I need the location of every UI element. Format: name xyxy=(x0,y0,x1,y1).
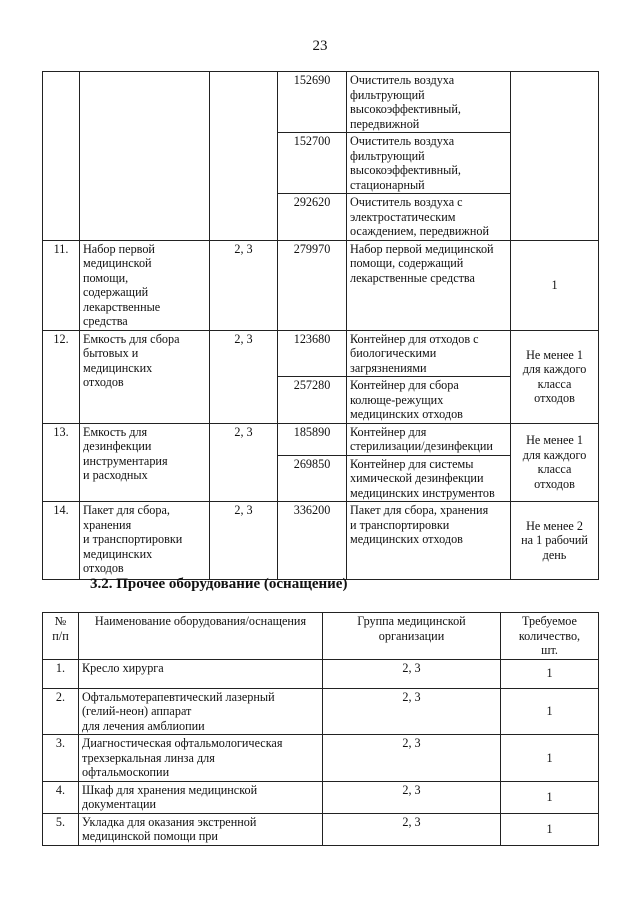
row-number: 12. xyxy=(43,330,80,423)
row-number: 11. xyxy=(43,240,80,330)
table-row xyxy=(43,72,599,133)
org-group: 2, 3 xyxy=(323,659,501,688)
item-name: Шкаф для хранения медицинской документации xyxy=(79,781,323,813)
row-number: 13. xyxy=(43,423,80,502)
header-name: Наименование оборудования/оснащения xyxy=(79,613,323,660)
item-code: 257280 xyxy=(278,377,347,424)
item-code: 185890 xyxy=(278,423,347,455)
item-name: Кресло хирурга xyxy=(79,659,323,688)
page-number: 23 xyxy=(312,38,328,54)
org-group: 2, 3 xyxy=(323,735,501,782)
item-code: 336200 xyxy=(278,502,347,580)
row-number: 3. xyxy=(43,735,79,782)
item-name: Офтальмотерапевтический лазерный (гелий-неон) аппарат для лечения амблиопии xyxy=(79,688,323,735)
row-number: 14. xyxy=(43,502,80,580)
table-row xyxy=(43,781,599,813)
item-description: Набор первой медицинской помощи, содержащий лекарственные средства xyxy=(347,240,511,330)
item-description: Очиститель воздуха фильтрующий высокоэффективный, стационарный xyxy=(347,133,511,194)
item-description: Контейнер для стерилизации/дезинфекции xyxy=(347,423,511,455)
table-row xyxy=(43,240,599,330)
required-quantity: 1 xyxy=(501,735,599,782)
item-description: Очиститель воздуха фильтрующий высокоэффективный, передвижной xyxy=(347,72,511,133)
header-group: Группа медицинской организации xyxy=(323,613,501,660)
org-group: 2, 3 xyxy=(323,813,501,845)
required-quantity: 1 xyxy=(501,688,599,735)
item-name: Набор первой медицинской помощи, содержащий лекарственные средства xyxy=(80,240,210,330)
table-row xyxy=(43,502,599,580)
row-number: 5. xyxy=(43,813,79,845)
item-code: 152690 xyxy=(278,72,347,133)
required-quantity: Не менее 1 для каждого класса отходов xyxy=(511,330,599,423)
item-description: Контейнер для сбора колюще-режущих медицинских отходов xyxy=(347,377,511,424)
required-quantity: Не менее 2 на 1 рабочий день xyxy=(511,502,599,580)
item-name: Емкость для сбора бытовых и медицинских отходов xyxy=(80,330,210,423)
table-row xyxy=(43,735,599,782)
org-group: 2, 3 xyxy=(210,502,278,580)
row-number: 4. xyxy=(43,781,79,813)
item-name: Емкость для дезинфекции инструментария и расходных xyxy=(80,423,210,502)
org-group: 2, 3 xyxy=(210,330,278,423)
item-name: Диагностическая офтальмологическая трехзеркальная линза для офтальмоскопии xyxy=(79,735,323,782)
item-description: Очиститель воздуха с электростатическим осаждением, передвижной xyxy=(347,194,511,241)
header-number: № п/п xyxy=(43,613,79,660)
item-description: Контейнер для отходов с биологическими загрязнениями xyxy=(347,330,511,377)
org-group: 2, 3 xyxy=(323,688,501,735)
item-description: Контейнер для системы химической дезинфекции медицинских инструментов xyxy=(347,455,511,502)
other-equipment-table xyxy=(42,612,599,846)
required-quantity: 1 xyxy=(501,781,599,813)
item-code: 292620 xyxy=(278,194,347,241)
item-code: 279970 xyxy=(278,240,347,330)
required-quantity: 1 xyxy=(511,240,599,330)
equipment-table-continued xyxy=(42,71,599,580)
item-description: Пакет для сбора, хранения и транспортировки медицинских отходов xyxy=(347,502,511,580)
item-name: Пакет для сбора, хранения и транспортировки медицинских отходов xyxy=(80,502,210,580)
row-number: 1. xyxy=(43,659,79,688)
table-row xyxy=(43,330,599,377)
table-row xyxy=(43,423,599,455)
required-quantity: Не менее 1 для каждого класса отходов xyxy=(511,423,599,502)
row-number: 2. xyxy=(43,688,79,735)
header-quantity: Требуемое количество, шт. xyxy=(501,613,599,660)
item-code: 269850 xyxy=(278,455,347,502)
org-group: 2, 3 xyxy=(210,423,278,502)
table-header-row xyxy=(43,613,599,660)
table-row xyxy=(43,813,599,845)
org-group: 2, 3 xyxy=(323,781,501,813)
required-quantity: 1 xyxy=(501,659,599,688)
item-code: 123680 xyxy=(278,330,347,377)
required-quantity: 1 xyxy=(501,813,599,845)
item-code: 152700 xyxy=(278,133,347,194)
section-heading: 3.2. Прочее оборудование (оснащение) xyxy=(90,576,348,592)
org-group: 2, 3 xyxy=(210,240,278,330)
item-name: Укладка для оказания экстренной медицинской помощи при xyxy=(79,813,323,845)
table-row xyxy=(43,659,599,688)
table-row xyxy=(43,688,599,735)
